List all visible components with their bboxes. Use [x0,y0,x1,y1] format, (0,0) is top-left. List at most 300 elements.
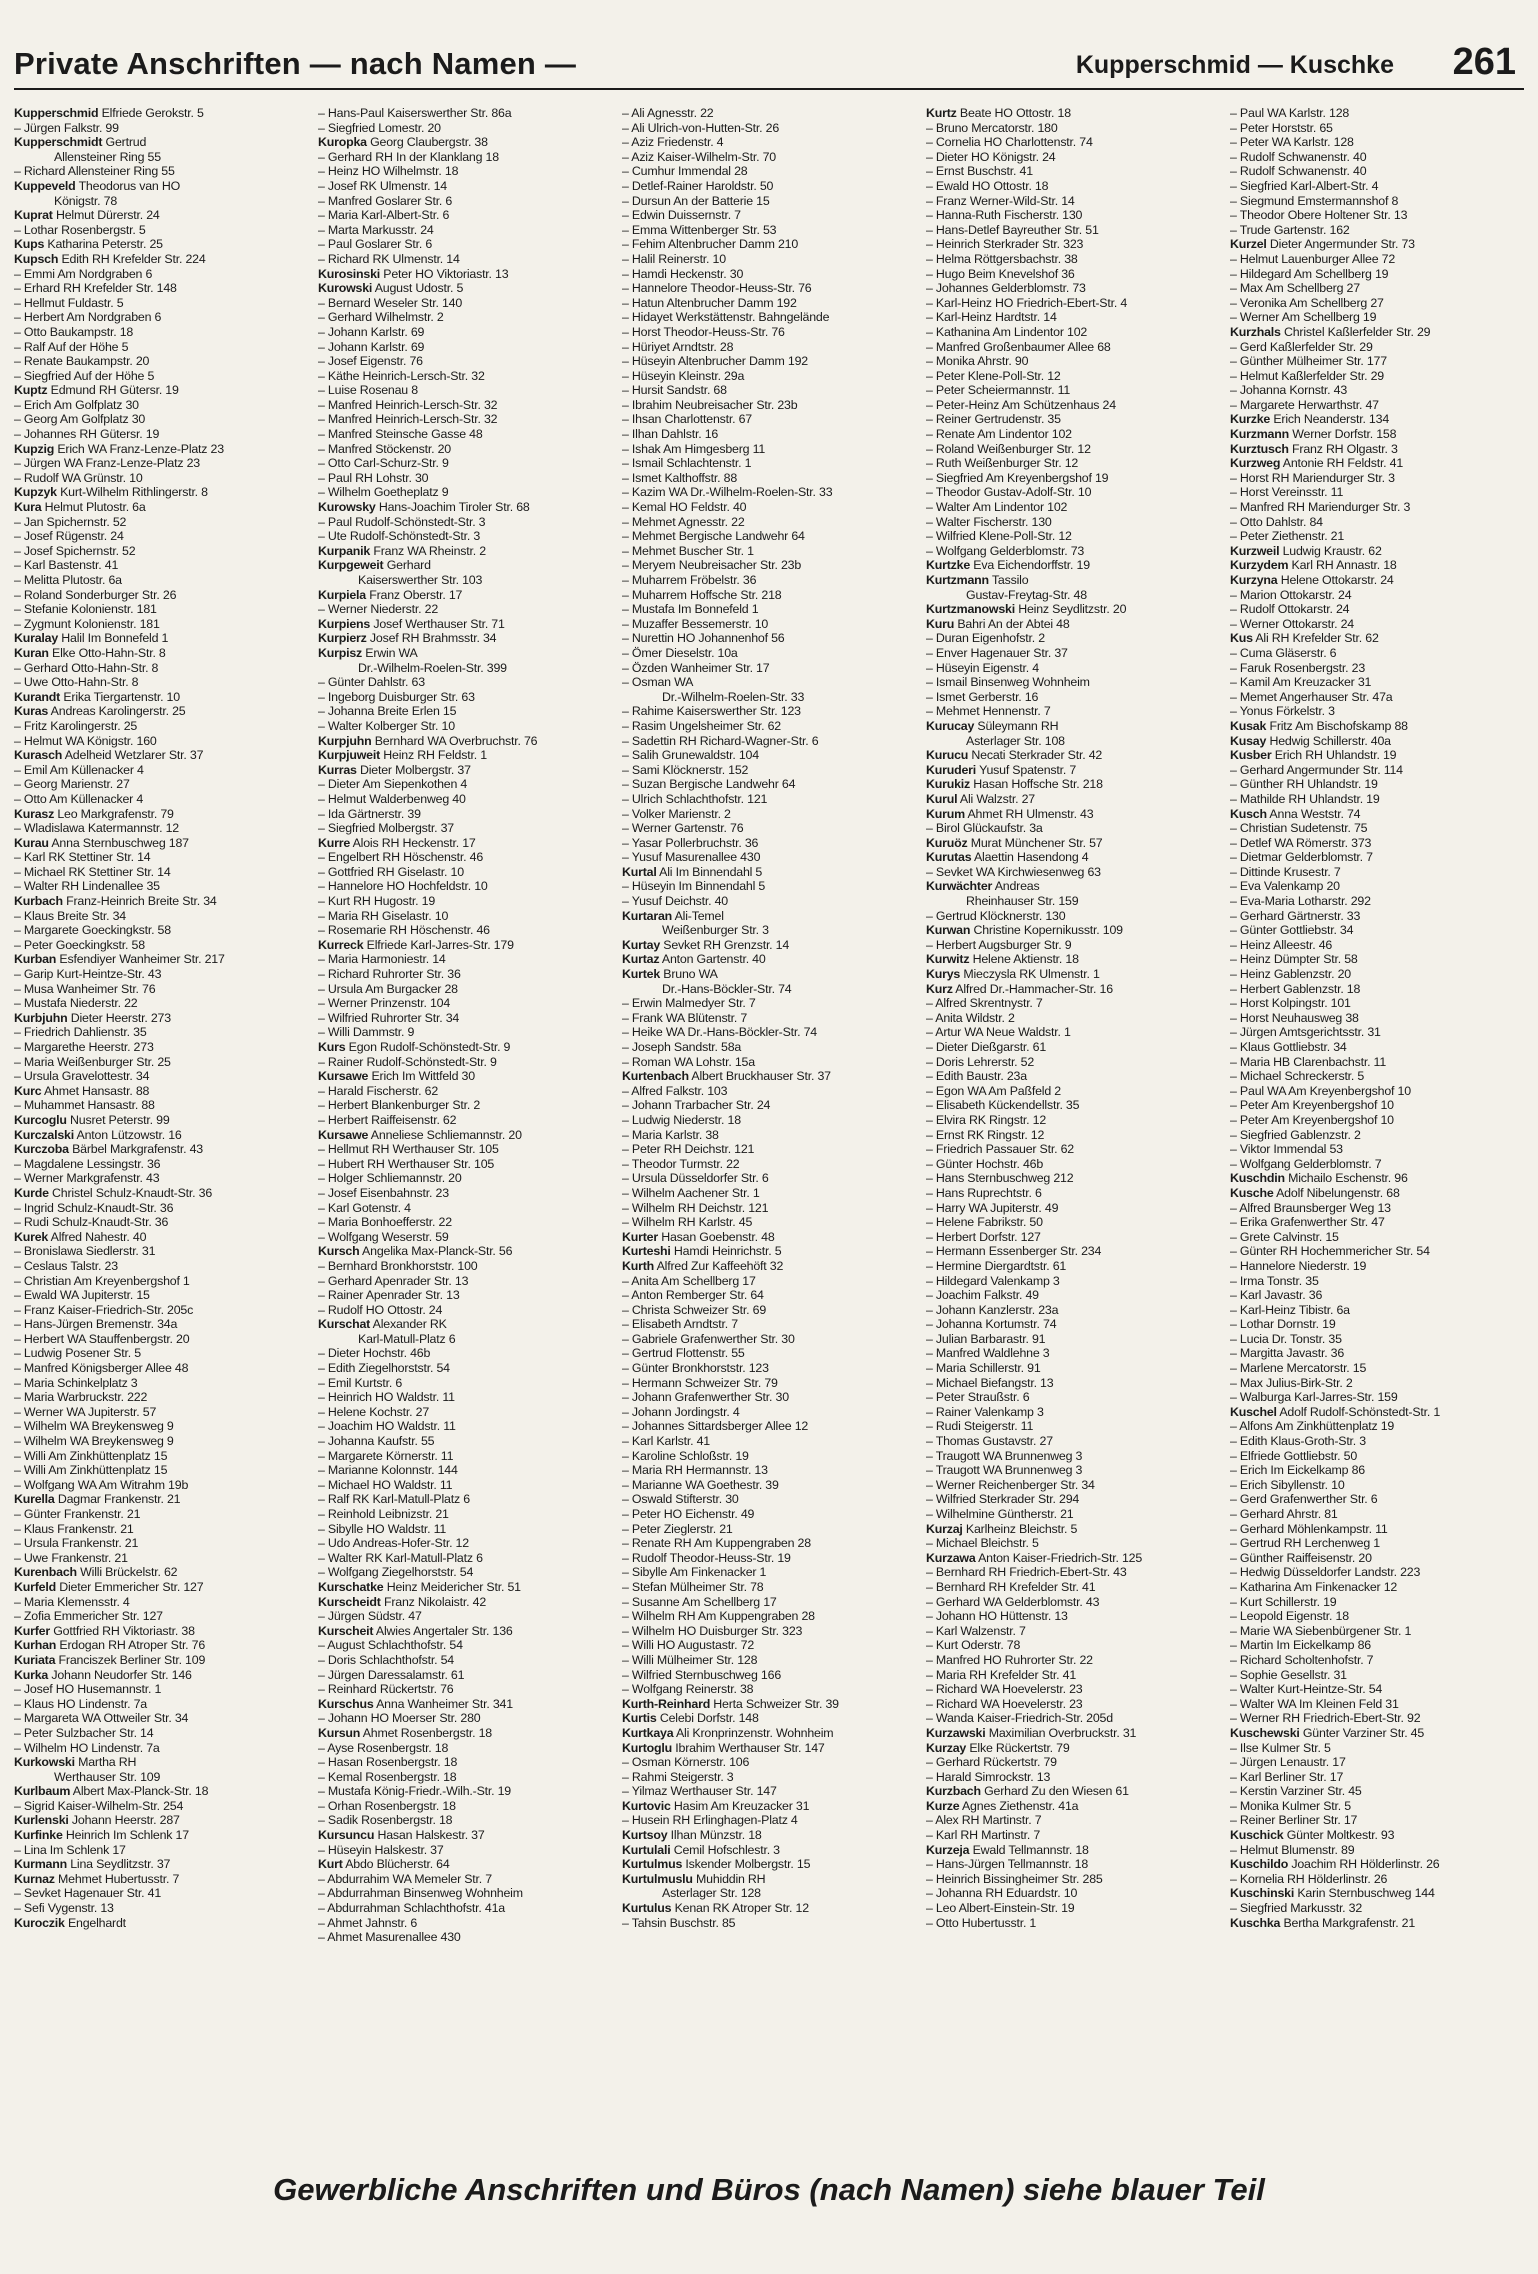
entry-text: – Veronika Am Schellberg 27 [1230,295,1384,310]
entry-text: – Joachim HO Waldstr. 11 [318,1419,456,1434]
directory-entry [318,1274,612,1289]
directory-entry [622,194,916,209]
surname: Kurteshi [622,1244,671,1259]
directory-entry [622,427,916,442]
directory-entry [926,427,1220,442]
directory-entry [318,515,612,530]
entry-text: Georg Claubergstr. 38 [366,135,488,150]
directory-entry [1230,1478,1524,1493]
directory-entry [926,1828,1220,1843]
entry-text: – Holger Schliemannstr. 20 [318,1171,462,1186]
surname: Kurtovic [622,1798,671,1813]
directory-entry [14,1419,308,1434]
directory-entry [14,1755,308,1770]
entry-text: – Richard RK Ulmenstr. 14 [318,251,460,266]
directory-entry [926,617,1220,632]
directory-entry [318,748,612,763]
directory-entry [1230,1157,1524,1172]
entry-text: – Hellmut RH Werthauser Str. 105 [318,1142,499,1157]
directory-entry [318,1668,612,1683]
directory-entry [926,500,1220,515]
directory-entry [318,1084,612,1099]
directory-entry [622,106,916,121]
directory-entry [14,281,308,296]
entry-text: – Hedwig Düsseldorfer Landstr. 223 [1230,1565,1421,1580]
entry-text: – Osman WA [622,675,694,690]
directory-entry [318,354,612,369]
directory-entry [622,267,916,282]
directory-entry [1230,602,1524,617]
entry-text: Dr.-Wilhelm-Roelen-Str. 399 [358,660,507,675]
directory-entry [318,1463,612,1478]
surname: Kupzig [14,441,55,456]
entry-text: – Rasim Ungelsheimer Str. 62 [622,718,781,733]
directory-entry [318,1886,612,1901]
directory-entry [926,208,1220,223]
entry-text: Heinz Seydlitzstr. 20 [1014,602,1127,617]
entry-text: – Heinrich Sterkrader Str. 323 [926,237,1084,252]
entry-text: – Erich Sibyllenstr. 10 [1230,1477,1345,1492]
entry-text: – Helmut Lauenburger Allee 72 [1230,251,1396,266]
directory-entry [926,1346,1220,1361]
directory-entry [14,1507,308,1522]
directory-entry [622,252,916,267]
surname: Kusay [1230,733,1267,748]
directory-entry [622,1215,916,1230]
directory-entry [14,1828,308,1843]
entry-text: – Roland Sonderburger Str. 26 [14,587,177,602]
entry-text: Hasan Goebenstr. 48 [657,1229,775,1244]
entry-text: – Ursula Gravelottestr. 34 [14,1069,150,1084]
entry-text: – Abdurrahman Binsenweg Wohnheim [318,1886,523,1901]
directory-entry [14,1274,308,1289]
entry-text: Sevket RH Grenzstr. 14 [660,937,790,952]
directory-entry [926,1157,1220,1172]
entry-text: – Fehim Altenbrucher Damm 210 [622,237,799,252]
directory-entry [622,734,916,749]
directory-entry [1230,208,1524,223]
surname: Kurpisz [318,645,363,660]
directory-entry [1230,675,1524,690]
directory-entry [318,1784,612,1799]
directory-entry [622,1624,916,1639]
entry-text: – Kurt RH Hugostr. 19 [318,894,436,909]
directory-entry [1230,1317,1524,1332]
directory-entry [1230,792,1524,807]
entry-text: – Hans Sternbuschweg 212 [926,1171,1074,1186]
directory-entry [14,850,308,865]
entry-text: Dagmar Frankenstr. 21 [54,1492,181,1507]
entry-text: – Ingeborg Duisburger Str. 63 [318,689,475,704]
directory-entry [1230,996,1524,1011]
surname: Kuschildo [1230,1857,1289,1872]
entry-text: Heinz Meidericher Str. 51 [383,1579,521,1594]
directory-entry [14,1449,308,1464]
directory-entry [926,1799,1220,1814]
entry-text: Hasim Am Kreuzacker 31 [670,1798,810,1813]
directory-entry [622,442,916,457]
entry-text: – Herbert Augsburger Str. 9 [926,937,1072,952]
entry-text: Erwin WA [362,645,418,660]
directory-entry [14,1244,308,1259]
entry-text: – Sevket WA Kirchwiesenweg 63 [926,864,1101,879]
directory-entry [14,982,308,997]
header-title: Private Anschriften — nach Namen — [14,46,577,81]
directory-entry [926,1230,1220,1245]
directory-entry [14,1638,308,1653]
entry-text: – Wilfried Ruhrorter Str. 34 [318,1010,460,1025]
entry-text: – Sibylle Am Finkenacker 1 [622,1565,767,1580]
directory-entry [926,1128,1220,1143]
directory-entry [622,485,916,500]
directory-entry [622,631,916,646]
directory-entry [14,617,308,632]
entry-text: – Gerhard Wilhelmstr. 2 [318,310,444,325]
directory-entry [1230,1799,1524,1814]
entry-text: – Viktor Immendal 53 [1230,1142,1343,1157]
directory-entry [622,748,916,763]
entry-text: – Rosemarie RH Höschenstr. 46 [318,923,490,938]
directory-entry [14,1361,308,1376]
entry-text: – Manfred Goslarer Str. 6 [318,193,453,208]
entry-text: – Manfred HO Ruhrorter Str. 22 [926,1652,1093,1667]
directory-entry [14,1857,308,1872]
directory-entry [14,967,308,982]
directory-entry [14,996,308,1011]
directory-entry [622,1551,916,1566]
directory-entry [1230,719,1524,734]
entry-text: Hasan Hoffsche Str. 218 [970,777,1103,792]
entry-text: Kaiserswerther Str. 103 [358,573,483,587]
surname: Kurth-Reinhard [622,1696,711,1711]
directory-entry [622,369,916,384]
directory-entry [926,558,1220,573]
directory-entry [14,558,308,573]
directory-entry [622,1595,916,1610]
entry-text: – Siegfried Karl-Albert-Str. 4 [1230,178,1379,193]
surname: Kurasch [14,748,63,763]
entry-text: – Muhammet Hansastr. 88 [14,1098,155,1113]
entry-text: Werner Dorfstr. 158 [1288,427,1397,442]
directory-entry [622,646,916,661]
directory-entry [318,1653,612,1668]
surname: Kurbjuhn [14,1010,68,1025]
directory-entry [318,179,612,194]
directory-entry [14,1565,308,1580]
directory-entry [318,1697,612,1712]
directory-entry [926,1901,1220,1916]
entry-text: – Max Julius-Birk-Str. 2 [1230,1375,1353,1390]
directory-column-3 [622,106,916,2136]
entry-text: – Eva-Maria Lotharstr. 292 [1230,894,1371,909]
entry-text: – Maria Schinkelplatz 3 [14,1375,138,1390]
directory-entry [318,1288,612,1303]
entry-text: – Franz Werner-Wild-Str. 14 [926,193,1075,208]
directory-entry [1230,1813,1524,1828]
entry-text: – Susanne Am Schellberg 17 [622,1594,777,1609]
surname: Kurtzke [926,558,971,573]
entry-text: – Horst RH Mariendurger Str. 3 [1230,470,1395,485]
directory-entry [1230,1624,1524,1639]
directory-entry [14,1376,308,1391]
entry-text: Anna Wanheimer Str. 341 [373,1696,513,1711]
directory-entry [622,223,916,238]
surname: Kurcoglu [14,1112,67,1127]
directory-entry [1230,1259,1524,1274]
directory-entry [926,821,1220,836]
directory-entry [926,734,1220,749]
directory-entry [926,1813,1220,1828]
entry-text: – Bernard Weseler Str. 140 [318,295,463,310]
directory-entry [318,1857,612,1872]
directory-entry [318,150,612,165]
directory-entry [14,1201,308,1216]
directory-entry [1230,1507,1524,1522]
entry-text: Ali Walzstr. 27 [957,791,1035,806]
entry-text: – Otto Carl-Schurz-Str. 9 [318,456,449,471]
directory-entry [1230,1419,1524,1434]
entry-text: – Wolfgang Weserstr. 59 [318,1229,449,1244]
directory-entry [318,1113,612,1128]
surname: Kurzweil [1230,543,1280,558]
entry-text: – Willi Dammstr. 9 [318,1025,415,1040]
entry-text: – Ruth Weißenburger Str. 12 [926,456,1079,471]
surname: Kurpjuweit [318,748,381,763]
entry-text: – Manfred Königsberger Allee 48 [14,1361,189,1376]
entry-text: Karin Sternbuschweg 144 [1294,1886,1435,1901]
surname: Kurczalski [14,1127,74,1142]
entry-text: Lina Seydlitzstr. 37 [67,1857,171,1872]
entry-text: Hans-Joachim Tiroler Str. 68 [375,500,530,515]
entry-text: – Uwe Otto-Hahn-Str. 8 [14,675,139,690]
directory-entry [622,1668,916,1683]
entry-text: – Kurt Oderstr. 78 [926,1638,1021,1653]
entry-text: – Sevket Hagenauer Str. 41 [14,1886,162,1901]
entry-text: – Heinrich Bissingheimer Str. 285 [926,1871,1103,1886]
directory-entry [926,1171,1220,1186]
directory-entry [14,398,308,413]
entry-text: Dieter Emmericher Str. 127 [55,1579,204,1594]
directory-entry [318,1215,612,1230]
entry-text: Allensteiner Ring 55 [54,149,161,164]
directory-entry [318,383,612,398]
entry-text: – Detlef WA Römerstr. 373 [1230,835,1372,850]
entry-text: – Gerhard RH In der Klanklang 18 [318,149,499,164]
directory-entry [318,704,612,719]
entry-text: – Maria HB Clarenbachstr. 11 [1230,1054,1387,1069]
directory-entry [622,1084,916,1099]
entry-text: – Wanda Kaiser-Friedrich-Str. 205d [926,1711,1113,1726]
entry-text: – Kerstin Varziner Str. 45 [1230,1784,1362,1799]
surname: Kurz [926,981,953,996]
directory-entry [1230,398,1524,413]
directory-entry [1230,1346,1524,1361]
entry-text: – Roland Weißenburger Str. 12 [926,441,1091,456]
surname: Kurucay [926,718,975,733]
directory-entry [318,1201,612,1216]
entry-text: Antonie RH Feldstr. 41 [1280,456,1404,471]
directory-entry [622,1711,916,1726]
entry-text: – Doris Lehrerstr. 52 [926,1054,1035,1069]
entry-text: – Detlef-Rainer Haroldstr. 50 [622,178,774,193]
entry-text: Erich RH Uhlandstr. 19 [1271,748,1397,763]
surname: Kurztusch [1230,441,1289,456]
entry-text: Dr.-Hans-Böckler-Str. 74 [662,981,792,996]
directory-entry [926,1857,1220,1872]
directory-entry [1230,1055,1524,1070]
entry-text: – Erika Grafenwerther Str. 47 [1230,1215,1385,1230]
directory-entry [318,558,612,573]
entry-text: – Johann Kanzlerstr. 23a [926,1302,1059,1317]
directory-entry [1230,865,1524,880]
entry-text: – Wilhelm HO Lindenstr. 7a [14,1740,160,1755]
directory-entry [926,223,1220,238]
directory-entry [926,1434,1220,1449]
directory-entry [926,1332,1220,1347]
entry-text: – Zygmunt Kolonienstr. 181 [14,616,160,631]
entry-text: Peter HO Viktoriastr. 13 [380,266,509,281]
entry-text: Theodorus van HO [75,178,181,193]
directory-entry [318,1419,612,1434]
directory-entry [1230,1595,1524,1610]
entry-text: – Gabriele Grafenwerther Str. 30 [622,1331,795,1346]
surname: Kurtulali [622,1842,671,1857]
directory-entry [1230,237,1524,252]
directory-entry [622,1770,916,1785]
entry-text: Heinz RH Feldstr. 1 [380,748,487,763]
entry-text: Anna Weststr. 74 [1266,806,1361,821]
entry-text: Bärbel Markgrafenstr. 43 [68,1142,203,1157]
entry-text: Halil Im Bonnefeld 1 [58,631,169,646]
surname: Kurwan [926,923,971,938]
entry-text: – Helmut Walderbenweg 40 [318,791,466,806]
entry-text: – Ursula Am Burgacker 28 [318,981,458,996]
entry-text: – Horst Neuhausweg 38 [1230,1010,1359,1025]
directory-entry [926,1697,1220,1712]
entry-text: – Siegfried Molbergstr. 37 [318,821,454,836]
directory-entry [926,1069,1220,1084]
entry-text: – Günter Bronkhorststr. 123 [622,1361,769,1376]
entry-text: – Horst Theodor-Heuss-Str. 76 [622,324,785,339]
entry-text: – Margitta Javastr. 36 [1230,1346,1345,1361]
entry-text: Tassilo [988,573,1029,587]
entry-text: – Ilse Kulmer Str. 5 [1230,1740,1331,1755]
directory-entry [318,1142,612,1157]
directory-entry [622,1784,916,1799]
entry-text: – Christian Am Kreyenbergshof 1 [14,1273,190,1288]
directory-entry [318,164,612,179]
entry-text: Alfred Nahestr. 40 [48,1229,147,1244]
entry-text: – Werner WA Jupiterstr. 57 [14,1404,157,1419]
entry-text: – Kazim WA Dr.-Wilhelm-Roelen-Str. 33 [622,485,833,500]
surname: Kurth [622,1258,655,1273]
entry-text: – Rudolf Schwanenstr. 40 [1230,149,1367,164]
entry-text: Alexander RK [370,1317,447,1332]
directory-entry [622,675,916,690]
entry-text: – Rudolf Ottokarstr. 24 [1230,602,1350,617]
entry-text: – Wilhelm RH Deichstr. 121 [622,1200,769,1215]
directory-entry [318,340,612,355]
directory-entry [1230,1084,1524,1099]
entry-text: Willi Brückelstr. 62 [76,1565,178,1580]
entry-text: – Rudi Schulz-Knaudt-Str. 36 [14,1215,169,1230]
entry-text: – Peter Ziethenstr. 21 [1230,529,1345,544]
directory-entry [1230,106,1524,121]
page-number: 261 [1452,41,1516,83]
entry-text: – Wolfgang WA Am Witrahm 19b [14,1477,189,1492]
entry-text: – Peter RH Deichstr. 121 [622,1142,755,1157]
directory-entry [318,1624,612,1639]
directory-entry [622,1565,916,1580]
surname: Kurzke [1230,412,1271,427]
entry-text: – Ewald HO Ottostr. 18 [926,178,1049,193]
entry-text: – Elisabeth Kückendellstr. 35 [926,1098,1080,1113]
entry-text: – Hüseyin Im Binnendahl 5 [622,879,766,894]
entry-text: Johann Neudorfer Str. 146 [48,1667,192,1682]
directory-entry [318,442,612,457]
entry-text: – Maria Harmoniestr. 14 [318,952,446,967]
entry-text: – Karl Gotenstr. 4 [318,1200,411,1215]
entry-text: – Manfred Steinsche Gasse 48 [318,427,483,442]
entry-text: Karl RH Annastr. 18 [1288,558,1397,573]
entry-text: Albert Max-Planck-Str. 18 [70,1784,209,1799]
directory-entry [1230,661,1524,676]
entry-text: – Cuma Gläserstr. 6 [1230,645,1337,660]
entry-text: – Helmut Blumenstr. 89 [1230,1842,1355,1857]
surname: Kurtz [926,106,957,120]
entry-text: – Peter HO Eichenstr. 49 [622,1507,755,1521]
directory-entry [14,1434,308,1449]
directory-entry [14,267,308,282]
directory-entry [622,500,916,515]
entry-text: – Jürgen Amtsgerichtsstr. 31 [1230,1025,1381,1040]
entry-text: – Ali Agnesstr. 22 [622,106,714,120]
directory-entry [318,1244,612,1259]
entry-text: – Monika Ahrstr. 90 [926,354,1029,369]
directory-entry [1230,1244,1524,1259]
entry-text: – Wolfgang Ziegelhorststr. 54 [318,1565,474,1580]
directory-entry [622,923,916,938]
directory-entry [622,544,916,559]
directory-entry [1230,748,1524,763]
directory-entry [1230,1668,1524,1683]
entry-text: – Friedrich Dahlienstr. 35 [14,1025,147,1040]
entry-text: – Reinhard Rückertstr. 76 [318,1682,454,1697]
entry-text: – Ahmet Masurenallee 430 [318,1930,461,1945]
entry-text: – Gerd Kaßlerfelder Str. 29 [1230,339,1373,354]
entry-text: Adelheid Wetzlarer Str. 37 [62,748,204,763]
directory-entry [318,617,612,632]
entry-text: – Marianne Kolonnstr. 144 [318,1463,458,1478]
directory-entry [926,354,1220,369]
entry-text: – Melitta Plutostr. 6a [14,573,122,587]
entry-text: – Friedrich Passauer Str. 62 [926,1142,1074,1157]
entry-text: – Ralf RK Karl-Matull-Platz 6 [318,1492,470,1507]
directory-entry [622,1449,916,1464]
entry-text: Alfred Zur Kaffeehöft 32 [654,1258,784,1273]
entry-text: – Horst Kolpingstr. 101 [1230,996,1351,1011]
directory-entry [318,1595,612,1610]
directory-entry [622,1040,916,1055]
surname: Kurtulmuslu [622,1871,693,1886]
directory-entry [14,1872,308,1887]
entry-text: – Helmut Kaßlerfelder Str. 29 [1230,368,1384,383]
directory-entry [926,1244,1220,1259]
surname: Kurau [14,835,49,850]
directory-column-2 [318,106,612,2136]
directory-entry [1230,1376,1524,1391]
entry-text: Günter Varziner Str. 45 [1299,1725,1425,1740]
